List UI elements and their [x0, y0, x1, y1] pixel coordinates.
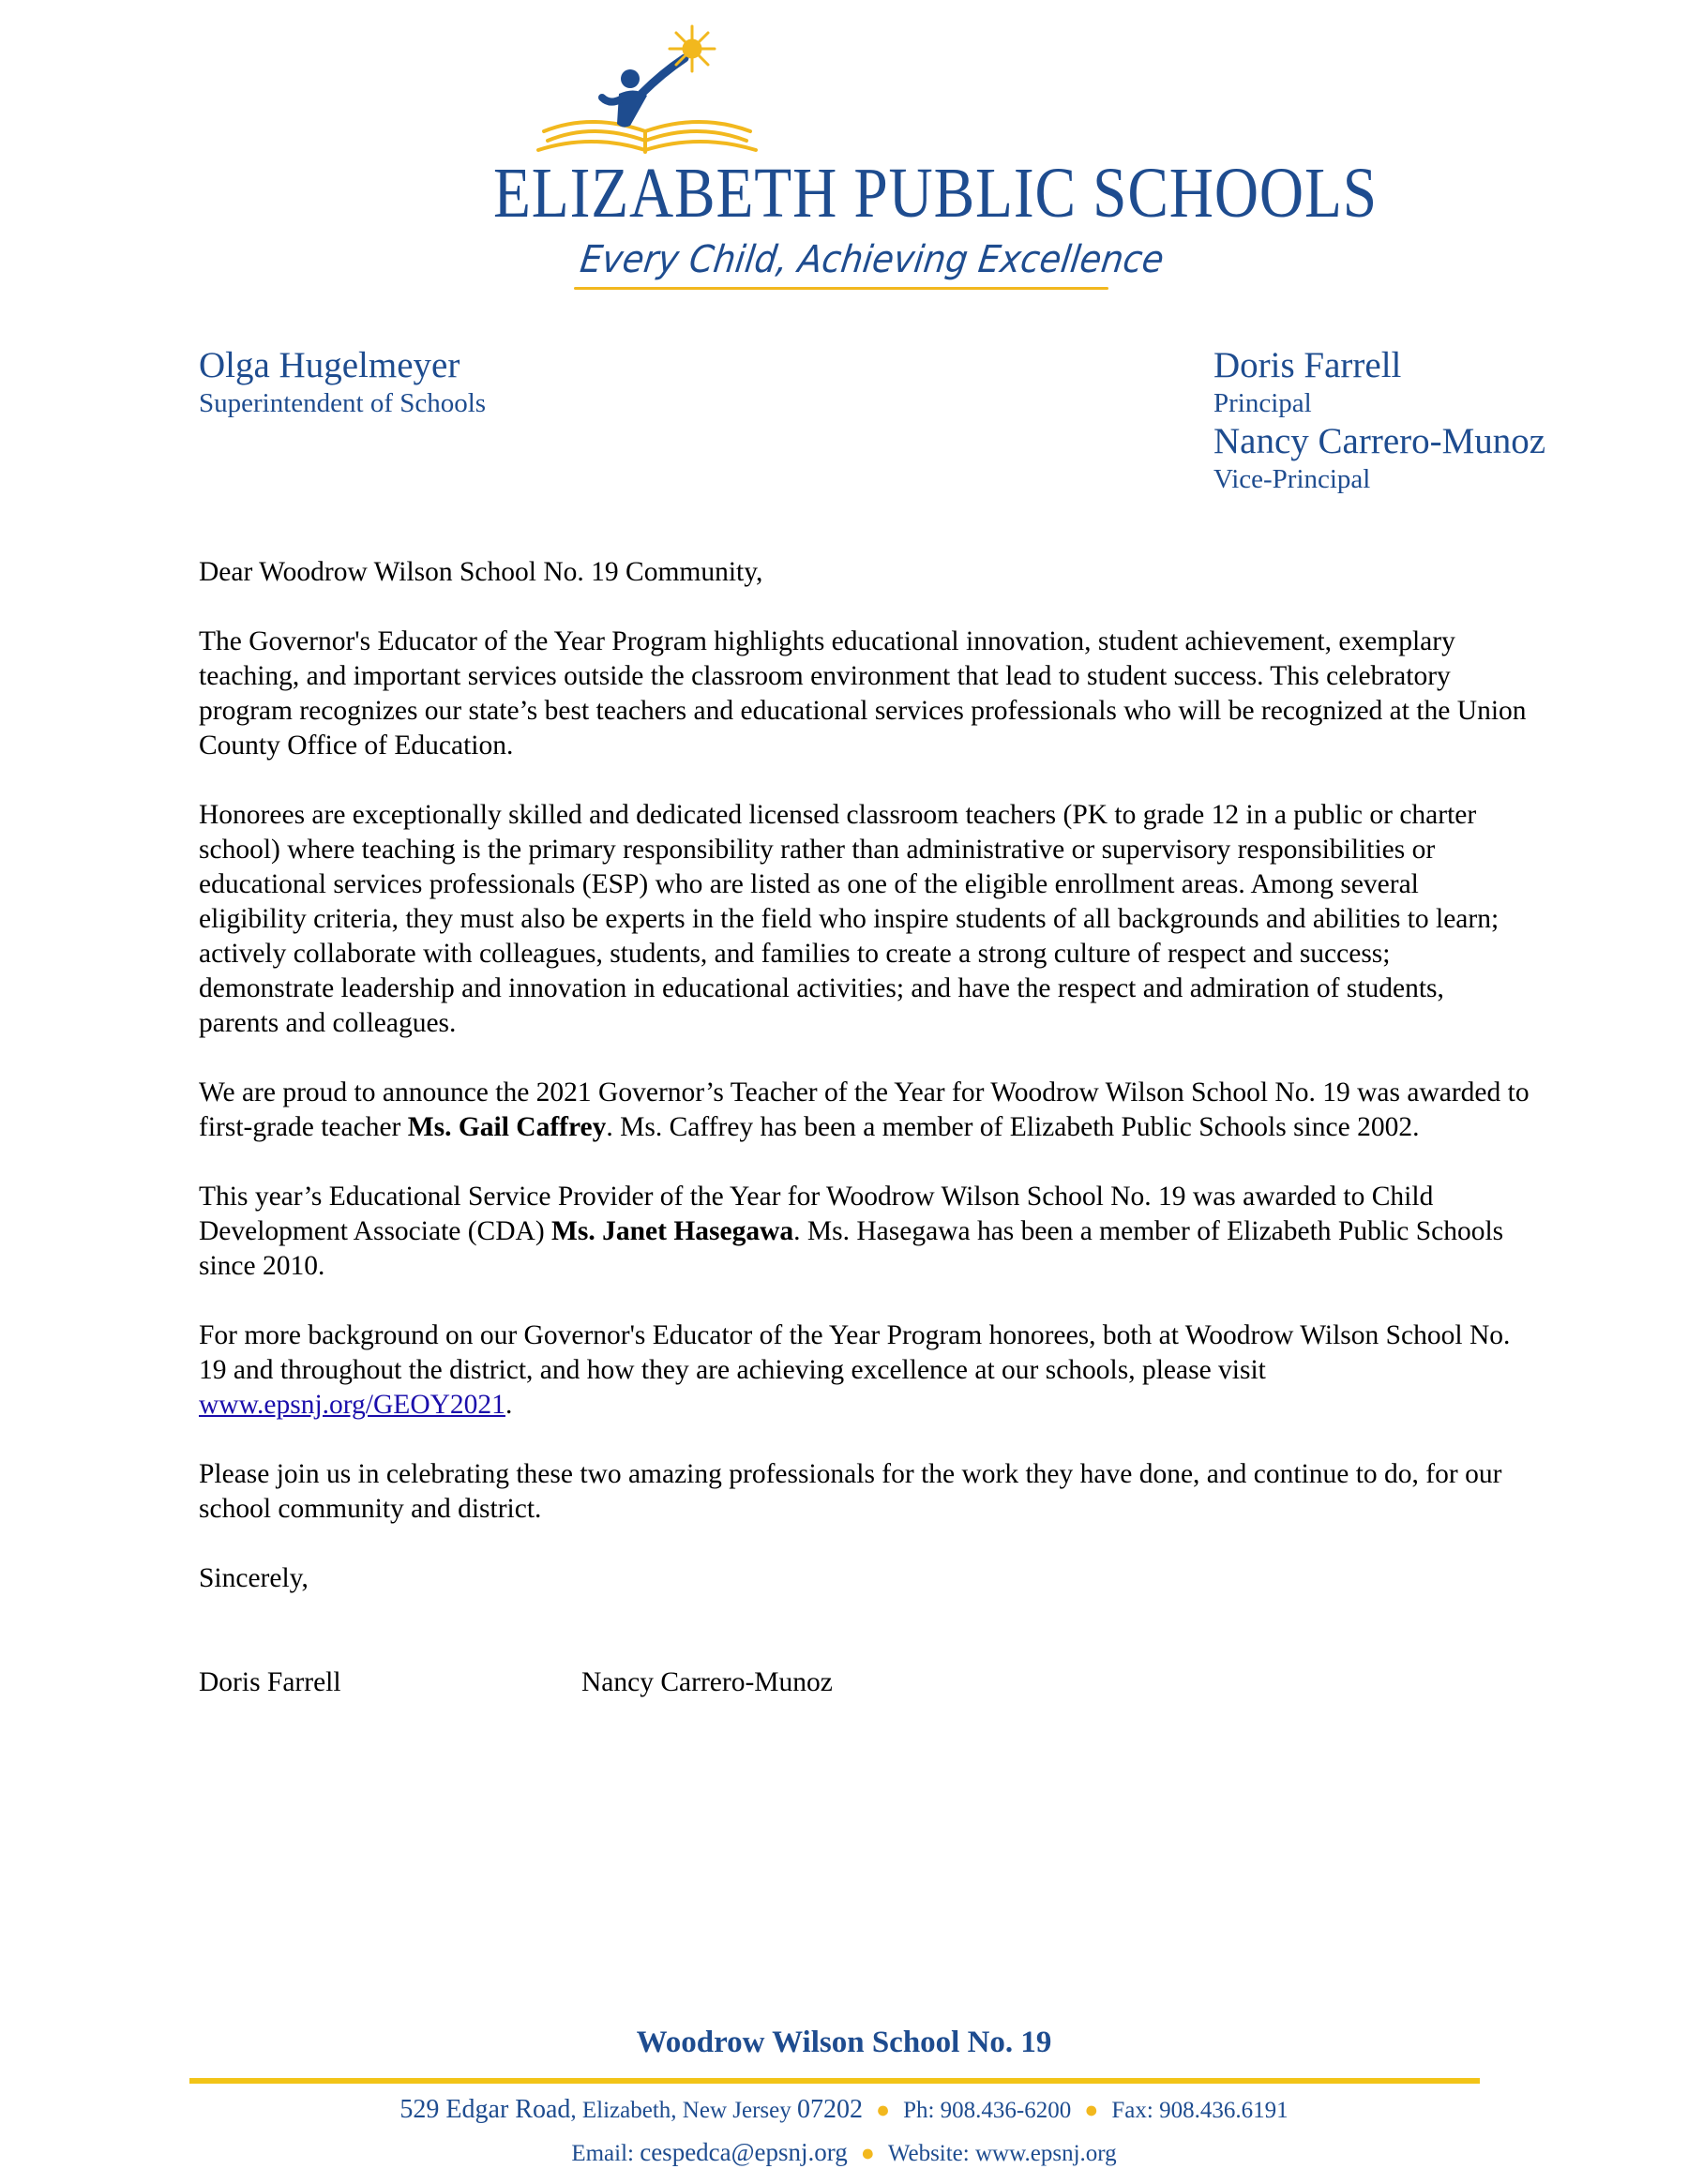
footer-zip: 07202: [796, 2095, 863, 2124]
salutation: Dear Woodrow Wilson School No. 19 Community,: [199, 557, 763, 587]
footer-email[interactable]: cespedca@epsnj.org: [640, 2138, 848, 2166]
footer-city: , Elizabeth, New Jersey: [570, 2098, 797, 2123]
vice-principal-title: Vice-Principal: [1213, 464, 1371, 494]
footer-school-name: Woodrow Wilson School No. 19: [636, 2026, 1052, 2059]
district-tagline: Every Child, Achieving Excellence: [578, 238, 1167, 281]
vice-principal-name: Nancy Carrero-Munoz: [1213, 421, 1546, 461]
separator-dot: ●: [860, 2141, 875, 2166]
provider-name: Ms. Janet Hasegawa: [551, 1216, 794, 1246]
superintendent-name: Olga Hugelmeyer: [199, 345, 460, 385]
child-figure-icon: [602, 58, 685, 128]
geoy-link[interactable]: www.epsnj.org/GEOY2021: [199, 1390, 505, 1420]
teacher-name: Ms. Gail Caffrey: [407, 1112, 607, 1142]
paragraph-program: The Governor's Educator of the Year Program highlights educational innovation, student achievement, exemplary teaching, and important services outside the classroom environment that lead to student success. This celebratory program recognizes our state’s best teachers and educational services professionals who will be recognized at the Union County Office of Education.: [199, 626, 1527, 761]
principal-title: Principal: [1213, 388, 1312, 418]
paragraph-teacher-of-year: We are proud to announce the 2021 Governor’s Teacher of the Year for Woodrow Wilson School No. 19 was awarded to first-grade teacher Ms. Gail Caffrey. Ms. Caffrey has been a member of Elizabeth Public Schools since 2002.: [199, 1077, 1530, 1142]
separator-dot: ●: [875, 2098, 891, 2123]
signer-principal: Doris Farrell: [199, 1667, 341, 1697]
paragraph-celebrate: Please join us in celebrating these two amazing professionals for the work they have done, and continue to do, for our school community and district.: [199, 1459, 1502, 1524]
paragraph-honorees: Honorees are exceptionally skilled and dedicated licensed classroom teachers (PK to grade 12 in a public or charter school) where teaching is the primary responsibility rather than administrative or supervisory responsibilities or educational services professionals (ESP) who are listed as one of the eligible enrollment areas. Among several eligibility criteria, they must also be experts in the field who inspire students of all backgrounds and abilities to learn; actively collaborate with colleagues, students, and families to create a strong culture of respect and success; demonstrate leadership and innovation in educational activities; and have the respect and admiration of students, parents and colleagues.: [199, 800, 1500, 1038]
district-name: ELIZABETH PUBLIC SCHOOLS: [493, 154, 1378, 233]
footer-phone: Ph: 908.436-6200: [903, 2098, 1072, 2123]
paragraph-service-provider: This year’s Educational Service Provider of the Year for Woodrow Wilson School No. 19 was awarded to Child Development Associate (CDA) Ms. Janet Hasegawa. Ms. Hasegawa has been a member of Elizabeth Public Schools since 2010.: [199, 1182, 1504, 1281]
letter-body: [199, 555, 1530, 1700]
footer-fax: Fax: 908.436.6191: [1111, 2098, 1289, 2123]
signer-vice-principal: Nancy Carrero-Munoz: [581, 1667, 833, 1697]
separator-dot: ●: [1084, 2098, 1099, 2123]
district-logo-graphic: [525, 21, 769, 161]
book-icon: [538, 122, 756, 152]
footer-website[interactable]: Website: www.epsnj.org: [887, 2141, 1117, 2166]
star-icon: [670, 26, 715, 71]
footer-contact-line: [0, 2138, 1688, 2167]
footer-street: 529 Edgar Road: [399, 2095, 571, 2124]
paragraph-more-info: For more background on our Governor's Educator of the Year Program honorees, both at Woodrow Wilson School No. 19 and throughout the district, and how they are achieving excellence at our schools, please visit www.epsnj.org/GEOY2021.: [199, 1320, 1511, 1420]
footer-email-label: Email:: [571, 2141, 641, 2166]
footer-rule: [189, 2078, 1480, 2084]
footer-address-line: [0, 2095, 1688, 2125]
closing: Sincerely,: [199, 1563, 309, 1593]
principal-name: Doris Farrell: [1213, 345, 1402, 385]
tagline-underline: [574, 287, 1108, 290]
superintendent-title: Superintendent of Schools: [199, 388, 487, 418]
signature-row: [199, 1665, 1530, 1700]
